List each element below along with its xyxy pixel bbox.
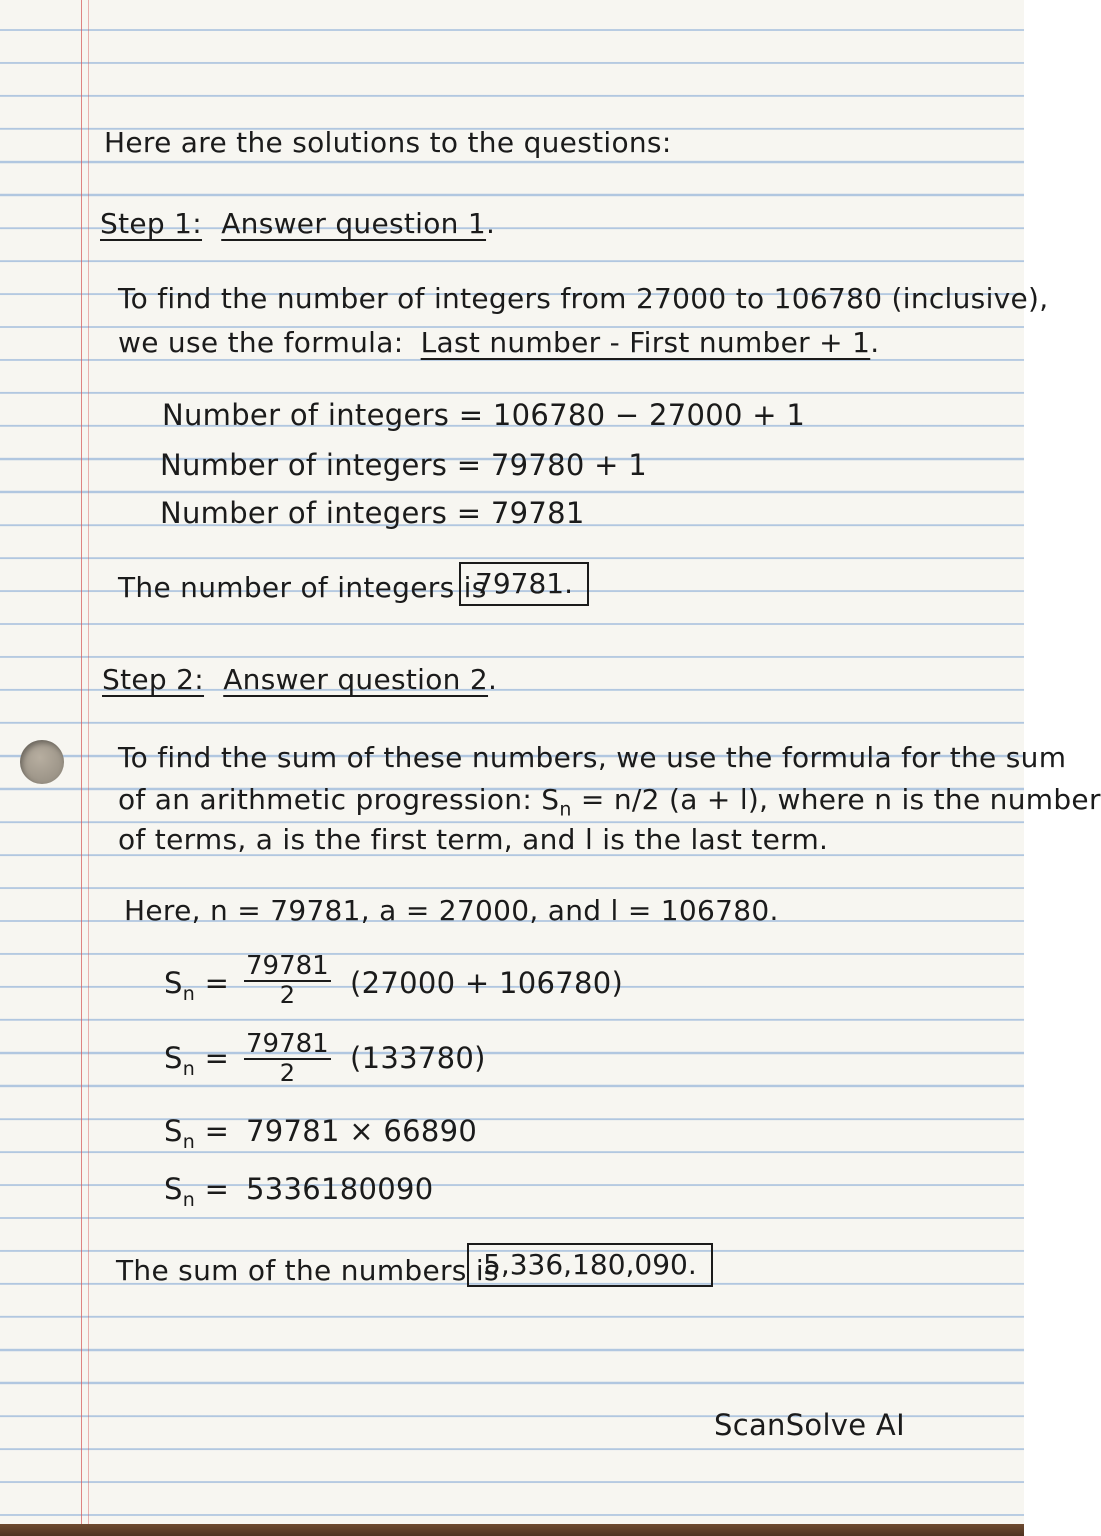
calc-line-1: Number of integers = 106780 − 27000 + 1 (162, 398, 806, 432)
calc-line-3: Number of integers = 79781 (160, 496, 585, 530)
sn-label-1: $S_n$ = (164, 966, 230, 1005)
expr-line-1: (27000 + 106780) (350, 966, 624, 1000)
step1-answer-box: 79781. (459, 562, 589, 606)
punch-hole (20, 740, 64, 784)
formula: Last number - First number + 1 (420, 326, 871, 359)
sn-label-3: $S_n$ = (164, 1114, 230, 1153)
step2-heading: Step 2: Answer question 2. (102, 663, 498, 696)
brand-signature: ScanSolve AI (714, 1408, 905, 1442)
step1-heading: Step 1: Answer question 1. (100, 207, 496, 240)
expr-line-3: 79781 × 66890 (246, 1114, 478, 1148)
step2-label: Step 2: (102, 663, 205, 696)
sn-label-2: $S_n$ = (164, 1041, 230, 1080)
fraction-1: $\frac{79781}{2}$ (246, 951, 329, 1009)
expr-line-2: (133780) (350, 1041, 486, 1075)
step2-title: Answer question 2 (223, 663, 489, 696)
step1-label: Step 1: (100, 207, 203, 240)
expr-line-4: 5336180090 (246, 1172, 434, 1206)
values-line: Here, n = 79781, a = 27000, and l = 106780. (124, 894, 779, 927)
step1-result-text: The number of integers is (118, 571, 487, 604)
sn-label-4: $S_n$ = (164, 1172, 230, 1211)
step1-text-line1: To find the number of integers from 27000 to 106780 (inclusive), (118, 282, 1049, 315)
step2-text-line1: To find the sum of these numbers, we use the formula for the sum (118, 741, 1067, 774)
step2-text-line2: of an arithmetic progression: $S_n = n/2$ (a + l), where n is the number (118, 783, 1101, 821)
intro-line: Here are the solutions to the questions: (104, 126, 672, 159)
step2-text-line3: of terms, a is the first term, and l is the last term. (118, 823, 829, 856)
step1-title: Answer question 1 (221, 207, 487, 240)
fraction-2: $\frac{79781}{2}$ (246, 1029, 329, 1087)
table-surface (0, 1524, 1024, 1536)
step1-text-line2: we use the formula: Last number - First number + 1. (118, 326, 880, 359)
step2-answer-box: 5,336,180,090. (467, 1243, 713, 1287)
calc-line-2: Number of integers = 79780 + 1 (160, 448, 647, 482)
step2-result-text: The sum of the numbers is (116, 1254, 499, 1287)
